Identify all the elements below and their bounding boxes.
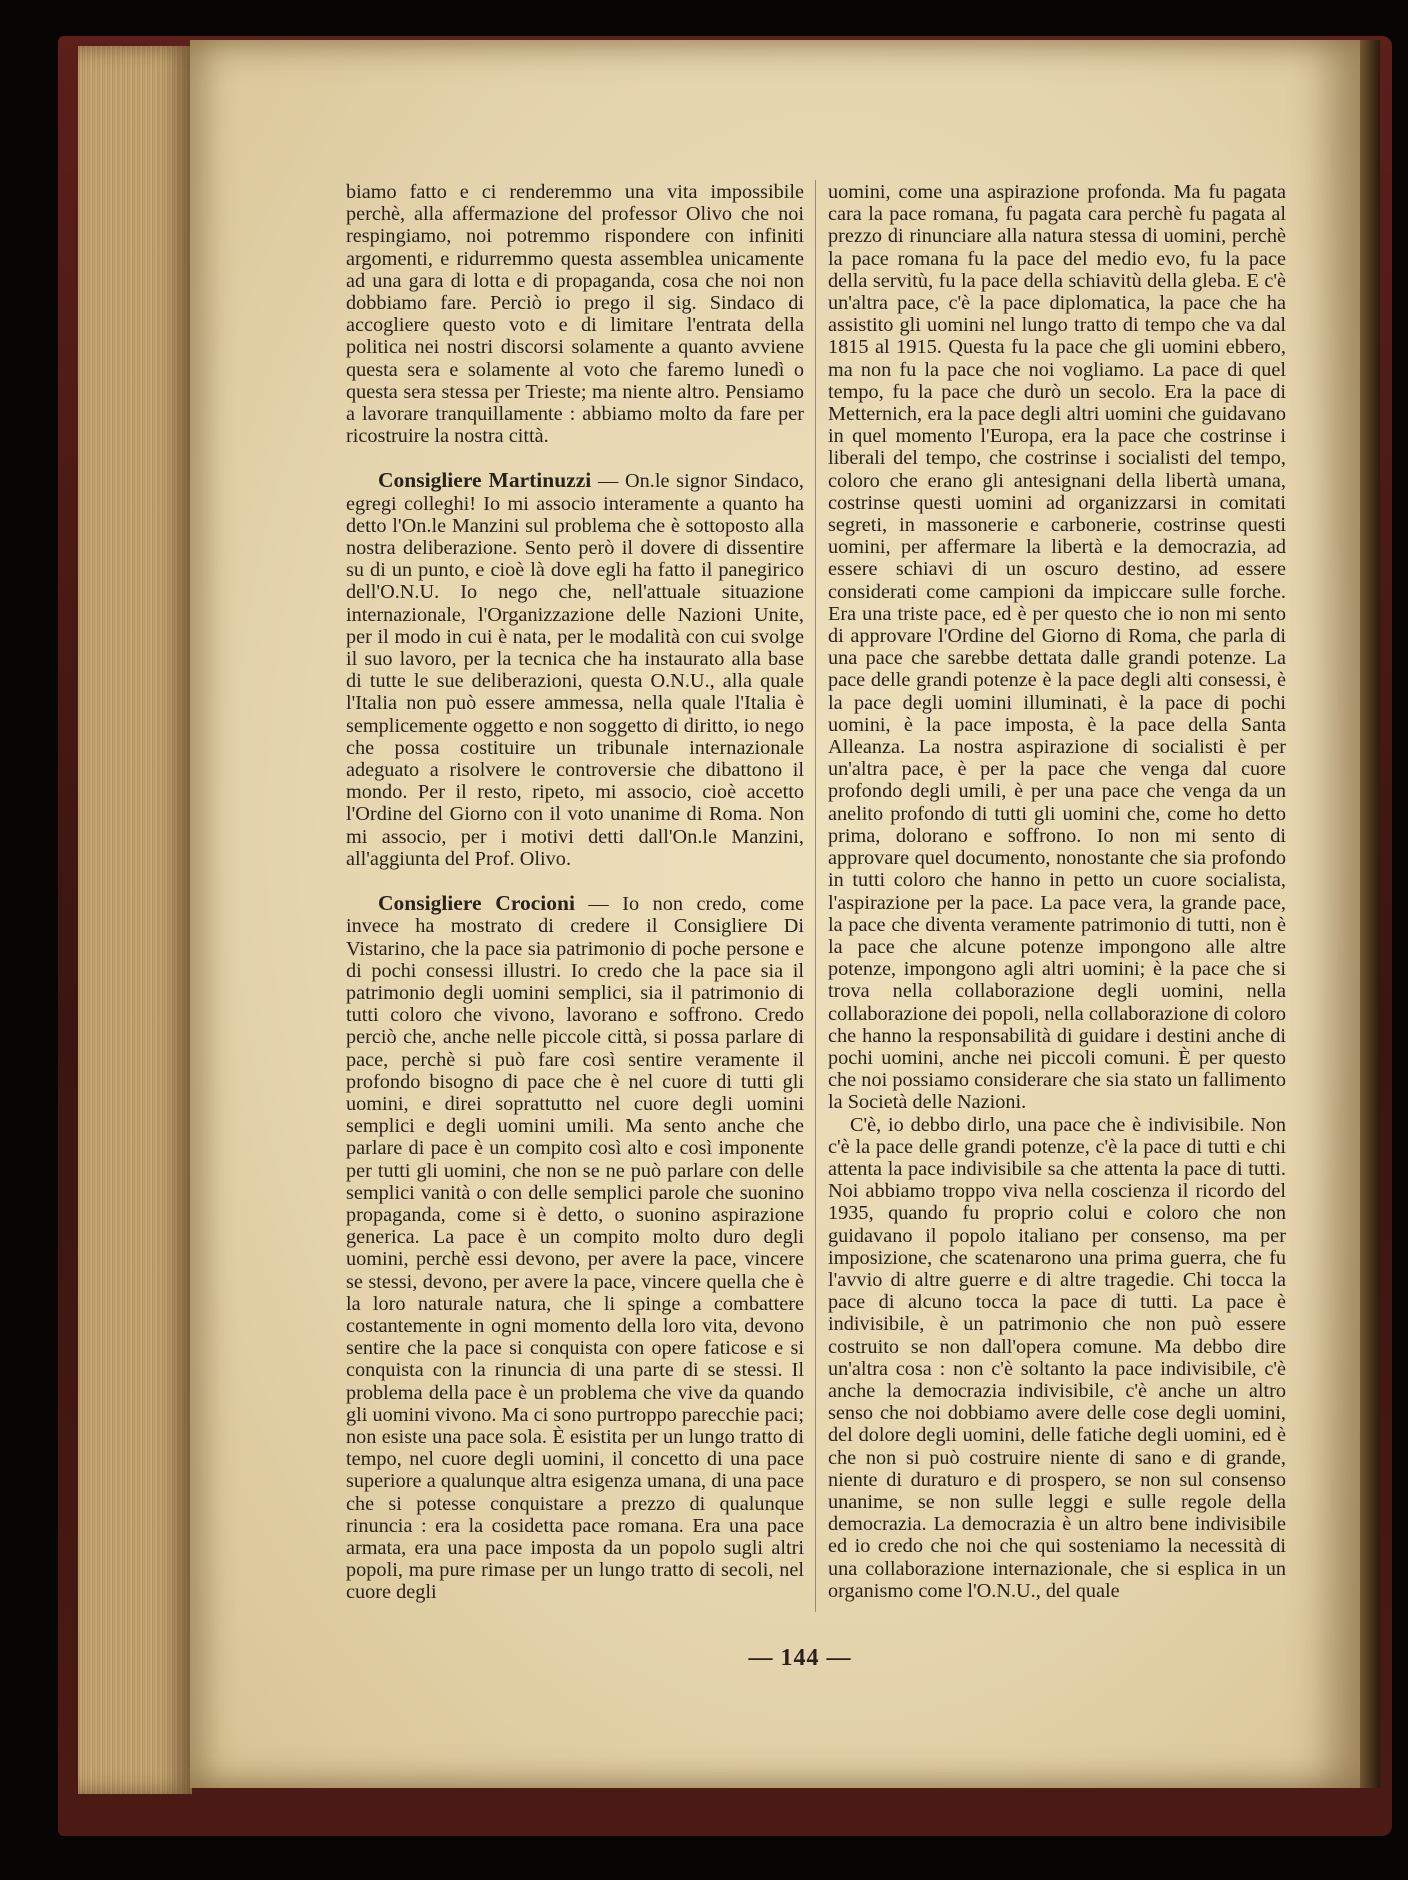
next-page-edge — [1360, 40, 1380, 1788]
crocioni-paragraph — [346, 892, 804, 1604]
column-divider — [815, 180, 816, 1612]
speaker-crocioni: Consigliere Crocioni — [378, 891, 575, 916]
intro-paragraph: biamo fatto e ci renderemmo una vita impossibile perchè, alla affermazione del professor Olivo che noi respingiamo, noi potremmo rispondere con infiniti argomenti, e ridurremmo questa assemblea unicamente ad una gara di lotta e di propaganda, cosa che noi non dobbiamo fare. Perciò io prego il sig. Sindaco di accogliere questo voto e di limitare l'entrata della politica nei nostri discorsi solamente a quanto avviene questa sera e solamente al voto che faremo lunedì o questa sera stessa per Trieste; ma niente altro. Pensiamo a lavorare tranquillamente : abbiamo molto da fare per ricostruire la nostra città. — [346, 181, 804, 448]
page-block-edges — [78, 46, 192, 1794]
page-number: — 144 — — [748, 1645, 852, 1671]
crocioni-text: — Io non credo, come invece ha mostrato di credere il Consigliere Di Vistarino, che la pace sia patrimonio di poche persone e di pochi consessi illustri. Io credo che la pace sia il patrimonio degli uomini semplici, sia il patrimonio di tutti coloro che vivono, lavorano e soffrono. Credo perciò che, anche nelle piccole città, si possa parlare di pace, perchè si può fare così sentire veramente il profondo bisogno di pace che è nel cuore di tutti gli uomini, e direi soprattutto nel cuore degli uomini semplici e degli uomini umili. Ma sento anche che parlare di pace è un compito così alto e così imponente per tutti gli uomini, che non se ne può parlare con delle semplici vanità o con delle semplici parole che suonino propaganda, come si è detto, o suonino aspirazione generica. La pace è un compito molto duro degli uomini, perchè essi devono, per avere la pace, vincere se stessi, devono, per avere la pace, vincere quella che è la loro naturale natura, che li spinge a combattere costantemente in ogni momento della loro vita, devono sentire che la pace si conquista con opere faticose e si conquista con la rinuncia di una parte di se stessi. Il problema della pace è un problema che vive da quando gli uomini vivono. Ma ci sono purtroppo parecchie paci; non esiste una pace sola. È esistita per un lungo tratto di tempo, nel cuore degli uomini, il concetto di una pace superiore a qualunque altra esigenza umana, di una pace che si potesse conquistare a prezzo di qualunque rinuncia : era la cosidetta pace romana. Era una pace armata, era una pace imposta da un popolo sugli altri popoli, ma pure rimase per un lungo tratto di secoli, nel cuore degli — [346, 893, 804, 1604]
speaker-martinuzzi: Consigliere Martinuzzi — [378, 468, 592, 493]
martinuzzi-text: — On.le signor Sindaco, egregi colleghi! Io mi associo interamente a quanto ha detto l'On.le Manzini sul problema che è sottoposto alla nostra deliberazione. Sento però il dovere di dissentire su di un punto, e cioè là dove egli ha fatto il panegirico dell'O.N.U. Io nego che, nell'attuale situazione internazionale, l'Organizzazione delle Nazioni Unite, per il modo in cui è nata, per le modalità con cui svolge il suo lavoro, per la tecnica che ha instaurato alla base di tutte le sue deliberazioni, questa O.N.U., alla quale l'Italia non può essere ammessa, nella quale l'Italia è semplicemente oggetto e non soggetto di diritto, io nego che possa costituire un tribunale internazionale adeguato a risolvere le controversie che dibattono il mondo. Per il resto, ripeto, mi associo, cioè accetto l'Ordine del Giorno con il voto unanime di Roma. Non mi associo, per i motivi detti dall'On.le Manzini, all'aggiunta del Prof. Olivo. — [346, 470, 805, 870]
right-paragraph-1: uomini, come una aspirazione profonda. Ma fu pagata cara la pace romana, fu pagata cara perchè fu pagata al prezzo di rinunciare alla natura stessa di uomini, perchè la pace romana fu la pace del medio evo, fu la pace della servitù, fu la pace della schiavitù della gleba. E c'è un'altra pace, c'è la pace diplomatica, la pace che ha assistito gli uomini nel lungo tratto di tempo che va dal 1815 al 1915. Questa fu la pace che gli uomini ebbero, ma non fu la pace che noi vogliamo. La pace di quel tempo, fu la pace che durò un secolo. Era la pace di Metternich, era la pace degli altri uomini che guidavano in quel momento l'Europa, era la pace che costrinse i liberali del tempo, che costrinse i socialisti del tempo, coloro che erano gli antesignani della libertà umana, costrinse questi uomini ad organizzarsi in comitati segreti, in massonerie e carbonerie, costrinse questi uomini, per affermare la libertà e la democrazia, ad essere schiavi di un oscuro destino, ad essere considerati come campioni da impiccare sulle forche. Era una triste pace, ed è per questo che io non mi sento di approvare l'Ordine del Giorno di Roma, che parla di una pace che sarebbe dettata dalle grandi potenze. La pace delle grandi potenze è la pace degli alti consessi, è la pace degli uomini illuminati, è la pace di pochi uomini, è la pace imposta, è la pace della Santa Alleanza. La nostra aspirazione di socialisti è per un'altra pace, è per la pace che venga dal cuore profondo degli umili, è per una pace che venga da un anelito profondo di tutti gli uomini che, come ho detto prima, dolorano e soffrono. Io non mi sento di approvare quel documento, nonostante che sia profondo in tutti coloro che hanno in petto un cuore socialista, l'aspirazione per la pace. La pace vera, la grande pace, la pace che diventa veramente patrimonio di tutti, non è la pace che alcune potenze impongono alle altre potenze, impongono agli altri uomini; è la pace che si trova nella collaborazione degli uomini, nella collaborazione dei popoli, nella collaborazione di coloro che hanno la responsabilità di guidare i destini anche di pochi uomini, anche nei piccoli comuni. È per questo che noi possiamo considerare che sia stato un fallimento la Società delle Nazioni. — [828, 181, 1286, 1114]
right-column — [828, 181, 1286, 1602]
left-column — [346, 181, 804, 1604]
right-paragraph-2: C'è, io debbo dirlo, una pace che è indivisibile. Non c'è la pace delle grandi potenze, c'è la pace di tutti e chi attenta la pace indivisibile sa che attenta la pace di tutti. Noi abbiamo troppo viva nella coscienza il ricordo del 1935, quando fu proprio colui e coloro che non guidavano il popolo italiano per consenso, ma per imposizione, che scatenarono una prima guerra, che fu l'avvio di altre guerre e di altre tragedie. Chi tocca la pace di alcuno tocca la pace di tutti. La pace è indivisibile, è un patrimonio che non può essere costruito se non dall'opera comune. Ma debbo dire un'altra cosa : non c'è soltanto la pace indivisibile, c'è anche la democrazia indivisibile, c'è anche un altro senso che noi dobbiamo avere delle cose degli uomini, del dolore degli uomini, delle fatiche degli uomini, ed è che non si può costruire niente di sano e di grande, niente di duraturo e di prospero, se non sul consenso unanime, se non sulle leggi e sulle regole della democrazia. La democrazia è un altro bene indivisibile ed io credo che noi che qui sosteniamo la necessità di una collaborazione internazionale, che si esplica in un organismo come l'O.N.U., del quale — [828, 1113, 1286, 1602]
martinuzzi-paragraph — [346, 469, 804, 870]
